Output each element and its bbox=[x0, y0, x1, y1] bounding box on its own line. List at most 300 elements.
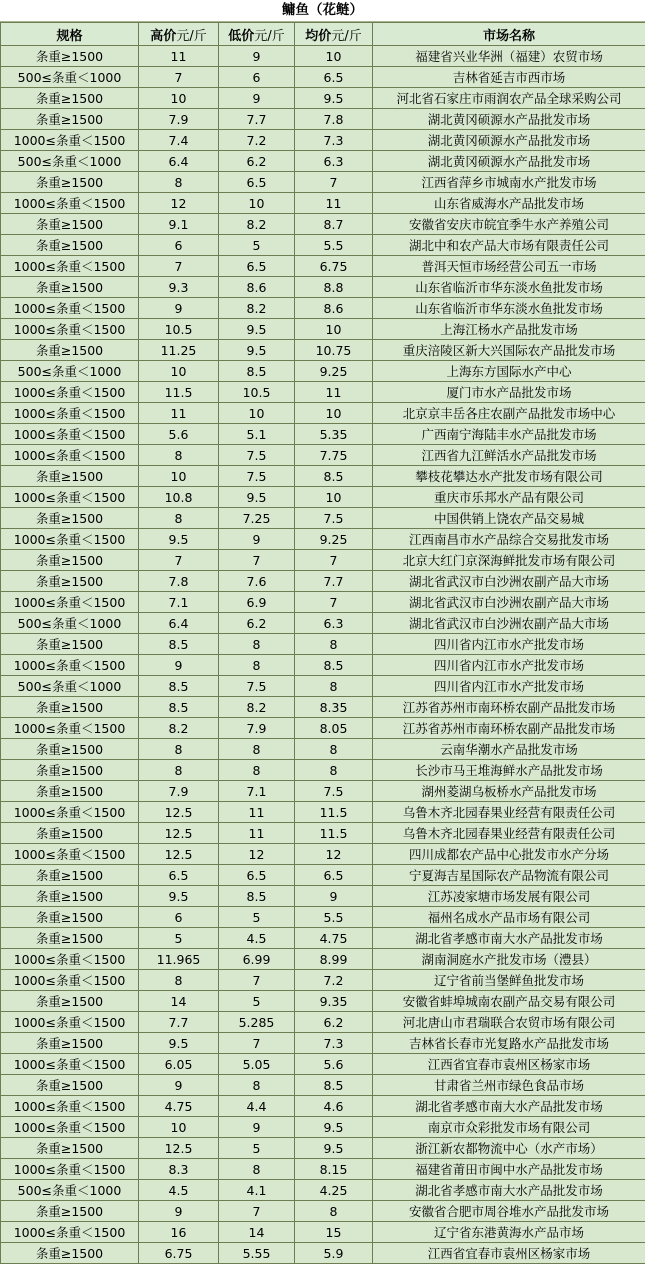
cell-low-price: 4.5 bbox=[219, 928, 295, 949]
cell-market-name: 安徽省合肥市周谷堆水产品批发市场 bbox=[373, 1201, 645, 1222]
table-row bbox=[1, 991, 645, 1012]
cell-spec: 条重≥1500 bbox=[1, 340, 139, 361]
cell-high-price: 6.4 bbox=[139, 151, 219, 172]
cell-market-name: 重庆市乐邦水产品有限公司 bbox=[373, 487, 645, 508]
cell-avg-price: 11.5 bbox=[295, 802, 373, 823]
table-row bbox=[1, 613, 645, 634]
cell-low-price: 8 bbox=[219, 1159, 295, 1180]
cell-avg-price: 6.75 bbox=[295, 256, 373, 277]
cell-avg-price: 11 bbox=[295, 382, 373, 403]
cell-low-price: 6.5 bbox=[219, 172, 295, 193]
cell-market-name: 安徽省安庆市皖宜季牛水产养殖公司 bbox=[373, 214, 645, 235]
cell-high-price: 8.5 bbox=[139, 634, 219, 655]
cell-low-price: 9 bbox=[219, 46, 295, 67]
cell-market-name: 湖州菱湖乌板桥水产品批发市场 bbox=[373, 781, 645, 802]
table-row bbox=[1, 466, 645, 487]
table-row bbox=[1, 130, 645, 151]
table-row bbox=[1, 865, 645, 886]
cell-low-price: 8 bbox=[219, 1075, 295, 1096]
cell-high-price: 6 bbox=[139, 235, 219, 256]
cell-avg-price: 8.5 bbox=[295, 1075, 373, 1096]
header-avg-label: 均价 bbox=[305, 29, 331, 44]
cell-spec: 条重≥1500 bbox=[1, 172, 139, 193]
cell-high-price: 10 bbox=[139, 361, 219, 382]
cell-spec: 500≤条重＜1000 bbox=[1, 676, 139, 697]
cell-high-price: 7 bbox=[139, 256, 219, 277]
header-low-unit: 元/斤 bbox=[254, 29, 284, 44]
cell-market-name: 湖南洞庭水产批发市场（澧县） bbox=[373, 949, 645, 970]
cell-spec: 1000≤条重＜1500 bbox=[1, 802, 139, 823]
cell-high-price: 9 bbox=[139, 298, 219, 319]
cell-avg-price: 8.5 bbox=[295, 466, 373, 487]
cell-spec: 1000≤条重＜1500 bbox=[1, 592, 139, 613]
cell-high-price: 11 bbox=[139, 46, 219, 67]
cell-avg-price: 8 bbox=[295, 634, 373, 655]
cell-market-name: 山东省临沂市华东淡水鱼批发市场 bbox=[373, 298, 645, 319]
cell-market-name: 重庆涪陵区新大兴国际农产品批发市场 bbox=[373, 340, 645, 361]
cell-market-name: 湖北黄冈硕源水产品批发市场 bbox=[373, 109, 645, 130]
cell-spec: 1000≤条重＜1500 bbox=[1, 1054, 139, 1075]
cell-high-price: 11.965 bbox=[139, 949, 219, 970]
cell-spec: 条重≥1500 bbox=[1, 46, 139, 67]
cell-spec: 条重≥1500 bbox=[1, 907, 139, 928]
cell-low-price: 10 bbox=[219, 403, 295, 424]
cell-spec: 500≤条重＜1000 bbox=[1, 67, 139, 88]
cell-avg-price: 8 bbox=[295, 739, 373, 760]
cell-market-name: 吉林省长春市光复路水产品批发市场 bbox=[373, 1033, 645, 1054]
cell-low-price: 8.2 bbox=[219, 697, 295, 718]
cell-low-price: 6.99 bbox=[219, 949, 295, 970]
cell-spec: 条重≥1500 bbox=[1, 823, 139, 844]
cell-low-price: 9.5 bbox=[219, 487, 295, 508]
cell-high-price: 11.5 bbox=[139, 382, 219, 403]
cell-avg-price: 8 bbox=[295, 676, 373, 697]
table-row bbox=[1, 781, 645, 802]
table-row bbox=[1, 1180, 645, 1201]
cell-spec: 条重≥1500 bbox=[1, 697, 139, 718]
cell-avg-price: 9.5 bbox=[295, 1117, 373, 1138]
table-row bbox=[1, 718, 645, 739]
cell-market-name: 福建省莆田市闽中水产品批发市场 bbox=[373, 1159, 645, 1180]
cell-market-name: 中国供销上饶农产品交易城 bbox=[373, 508, 645, 529]
cell-market-name: 南京市众彩批发市场有限公司 bbox=[373, 1117, 645, 1138]
cell-low-price: 8.5 bbox=[219, 886, 295, 907]
table-row bbox=[1, 970, 645, 991]
cell-high-price: 8 bbox=[139, 445, 219, 466]
cell-spec: 1000≤条重＜1500 bbox=[1, 970, 139, 991]
cell-high-price: 8.5 bbox=[139, 697, 219, 718]
cell-high-price: 7 bbox=[139, 67, 219, 88]
cell-low-price: 5.05 bbox=[219, 1054, 295, 1075]
cell-high-price: 9.1 bbox=[139, 214, 219, 235]
table-row bbox=[1, 886, 645, 907]
cell-high-price: 10 bbox=[139, 1117, 219, 1138]
cell-high-price: 6.5 bbox=[139, 865, 219, 886]
cell-spec: 条重≥1500 bbox=[1, 571, 139, 592]
cell-low-price: 6.5 bbox=[219, 256, 295, 277]
cell-high-price: 12.5 bbox=[139, 1138, 219, 1159]
cell-market-name: 江西南昌市水产品综合交易批发市场 bbox=[373, 529, 645, 550]
cell-market-name: 上海江杨水产品批发市场 bbox=[373, 319, 645, 340]
cell-high-price: 7.9 bbox=[139, 781, 219, 802]
table-row bbox=[1, 1222, 645, 1243]
cell-low-price: 8.5 bbox=[219, 361, 295, 382]
table-row bbox=[1, 634, 645, 655]
cell-avg-price: 7 bbox=[295, 172, 373, 193]
cell-high-price: 9.5 bbox=[139, 886, 219, 907]
cell-market-name: 福州名成水产品市场有限公司 bbox=[373, 907, 645, 928]
cell-spec: 条重≥1500 bbox=[1, 760, 139, 781]
cell-avg-price: 4.6 bbox=[295, 1096, 373, 1117]
cell-avg-price: 8.05 bbox=[295, 718, 373, 739]
cell-avg-price: 10 bbox=[295, 403, 373, 424]
cell-low-price: 8 bbox=[219, 634, 295, 655]
cell-low-price: 5 bbox=[219, 991, 295, 1012]
cell-spec: 1000≤条重＜1500 bbox=[1, 256, 139, 277]
cell-avg-price: 7.75 bbox=[295, 445, 373, 466]
cell-market-name: 河北省石家庄市雨润农产品全球采购公司 bbox=[373, 88, 645, 109]
cell-avg-price: 7.7 bbox=[295, 571, 373, 592]
table-row bbox=[1, 151, 645, 172]
cell-market-name: 江西省萍乡市城南水产批发市场 bbox=[373, 172, 645, 193]
cell-avg-price: 4.75 bbox=[295, 928, 373, 949]
cell-high-price: 9.5 bbox=[139, 1033, 219, 1054]
table-row bbox=[1, 361, 645, 382]
cell-high-price: 10 bbox=[139, 466, 219, 487]
cell-market-name: 湖北省武汉市白沙洲农副产品大市场 bbox=[373, 613, 645, 634]
cell-market-name: 安徽省蚌埠城南农副产品交易有限公司 bbox=[373, 991, 645, 1012]
table-row bbox=[1, 109, 645, 130]
cell-spec: 1000≤条重＜1500 bbox=[1, 844, 139, 865]
cell-avg-price: 7 bbox=[295, 592, 373, 613]
cell-avg-price: 7.2 bbox=[295, 970, 373, 991]
table-row bbox=[1, 235, 645, 256]
cell-high-price: 7.1 bbox=[139, 592, 219, 613]
header-avg-price bbox=[295, 23, 373, 46]
cell-low-price: 5.1 bbox=[219, 424, 295, 445]
cell-spec: 条重≥1500 bbox=[1, 550, 139, 571]
cell-low-price: 5 bbox=[219, 907, 295, 928]
cell-low-price: 11 bbox=[219, 823, 295, 844]
cell-high-price: 12.5 bbox=[139, 802, 219, 823]
cell-low-price: 6 bbox=[219, 67, 295, 88]
table-row bbox=[1, 298, 645, 319]
cell-spec: 500≤条重＜1000 bbox=[1, 1180, 139, 1201]
cell-low-price: 8.2 bbox=[219, 298, 295, 319]
cell-avg-price: 5.35 bbox=[295, 424, 373, 445]
cell-low-price: 9 bbox=[219, 529, 295, 550]
cell-avg-price: 10 bbox=[295, 46, 373, 67]
cell-high-price: 12.5 bbox=[139, 823, 219, 844]
cell-spec: 条重≥1500 bbox=[1, 1243, 139, 1264]
cell-market-name: 江西省宜春市袁州区杨家市场 bbox=[373, 1243, 645, 1264]
cell-spec: 1000≤条重＜1500 bbox=[1, 319, 139, 340]
cell-high-price: 10 bbox=[139, 88, 219, 109]
cell-spec: 1000≤条重＜1500 bbox=[1, 1012, 139, 1033]
cell-avg-price: 8.35 bbox=[295, 697, 373, 718]
cell-market-name: 山东省临沂市华东淡水鱼批发市场 bbox=[373, 277, 645, 298]
cell-market-name: 乌鲁木齐北园春果业经营有限责任公司 bbox=[373, 823, 645, 844]
cell-spec: 1000≤条重＜1500 bbox=[1, 298, 139, 319]
cell-market-name: 普洱天恒市场经营公司五一市场 bbox=[373, 256, 645, 277]
table-row bbox=[1, 529, 645, 550]
cell-market-name: 湖北省武汉市白沙洲农副产品大市场 bbox=[373, 571, 645, 592]
cell-spec: 条重≥1500 bbox=[1, 1201, 139, 1222]
cell-avg-price: 10.75 bbox=[295, 340, 373, 361]
cell-market-name: 四川成都农产品中心批发市水产分场 bbox=[373, 844, 645, 865]
cell-low-price: 11 bbox=[219, 802, 295, 823]
cell-high-price: 12.5 bbox=[139, 844, 219, 865]
table-row bbox=[1, 1159, 645, 1180]
table-row bbox=[1, 823, 645, 844]
cell-high-price: 7.4 bbox=[139, 130, 219, 151]
cell-low-price: 6.2 bbox=[219, 151, 295, 172]
cell-avg-price: 11.5 bbox=[295, 823, 373, 844]
table-row bbox=[1, 424, 645, 445]
sheet-title: 鳙鱼（花鲢） bbox=[0, 0, 645, 22]
cell-low-price: 8.2 bbox=[219, 214, 295, 235]
cell-spec: 1000≤条重＜1500 bbox=[1, 1117, 139, 1138]
cell-avg-price: 7 bbox=[295, 550, 373, 571]
cell-market-name: 山东省威海水产品批发市场 bbox=[373, 193, 645, 214]
cell-low-price: 6.5 bbox=[219, 865, 295, 886]
table-row bbox=[1, 907, 645, 928]
cell-market-name: 辽宁省前当堡鲜鱼批发市场 bbox=[373, 970, 645, 991]
cell-avg-price: 6.5 bbox=[295, 865, 373, 886]
cell-low-price: 7.6 bbox=[219, 571, 295, 592]
table-row bbox=[1, 1138, 645, 1159]
cell-market-name: 四川省内江市水产批发市场 bbox=[373, 634, 645, 655]
cell-high-price: 5 bbox=[139, 928, 219, 949]
cell-spec: 条重≥1500 bbox=[1, 1138, 139, 1159]
table-row bbox=[1, 760, 645, 781]
cell-high-price: 8 bbox=[139, 970, 219, 991]
cell-avg-price: 10 bbox=[295, 487, 373, 508]
table-row bbox=[1, 46, 645, 67]
cell-spec: 1000≤条重＜1500 bbox=[1, 403, 139, 424]
cell-avg-price: 6.3 bbox=[295, 613, 373, 634]
cell-market-name: 长沙市马王堆海鲜水产品批发市场 bbox=[373, 760, 645, 781]
cell-low-price: 7 bbox=[219, 550, 295, 571]
cell-low-price: 7 bbox=[219, 1033, 295, 1054]
cell-spec: 1000≤条重＜1500 bbox=[1, 1222, 139, 1243]
cell-high-price: 8 bbox=[139, 739, 219, 760]
cell-market-name: 湖北省孝感市南大水产品批发市场 bbox=[373, 928, 645, 949]
cell-avg-price: 6.3 bbox=[295, 151, 373, 172]
cell-market-name: 江苏省苏州市南环桥农副产品批发市场 bbox=[373, 697, 645, 718]
table-row bbox=[1, 193, 645, 214]
cell-spec: 条重≥1500 bbox=[1, 781, 139, 802]
cell-market-name: 四川省内江市水产批发市场 bbox=[373, 655, 645, 676]
cell-avg-price: 6.2 bbox=[295, 1012, 373, 1033]
cell-spec: 1000≤条重＜1500 bbox=[1, 1159, 139, 1180]
cell-avg-price: 5.9 bbox=[295, 1243, 373, 1264]
cell-low-price: 6.2 bbox=[219, 613, 295, 634]
cell-low-price: 6.9 bbox=[219, 592, 295, 613]
cell-high-price: 9 bbox=[139, 655, 219, 676]
table-row bbox=[1, 382, 645, 403]
cell-low-price: 10.5 bbox=[219, 382, 295, 403]
cell-low-price: 7.25 bbox=[219, 508, 295, 529]
cell-spec: 1000≤条重＜1500 bbox=[1, 424, 139, 445]
cell-avg-price: 15 bbox=[295, 1222, 373, 1243]
price-table bbox=[0, 22, 645, 1264]
cell-high-price: 11.25 bbox=[139, 340, 219, 361]
cell-high-price: 10.5 bbox=[139, 319, 219, 340]
cell-low-price: 8.6 bbox=[219, 277, 295, 298]
table-row bbox=[1, 571, 645, 592]
cell-low-price: 7.5 bbox=[219, 676, 295, 697]
cell-spec: 1000≤条重＜1500 bbox=[1, 382, 139, 403]
cell-high-price: 14 bbox=[139, 991, 219, 1012]
cell-market-name: 四川省内江市水产批发市场 bbox=[373, 676, 645, 697]
table-row bbox=[1, 88, 645, 109]
table-row bbox=[1, 403, 645, 424]
cell-spec: 1000≤条重＜1500 bbox=[1, 445, 139, 466]
cell-high-price: 8 bbox=[139, 172, 219, 193]
cell-high-price: 8 bbox=[139, 760, 219, 781]
cell-high-price: 9 bbox=[139, 1075, 219, 1096]
cell-high-price: 6.4 bbox=[139, 613, 219, 634]
cell-high-price: 11 bbox=[139, 403, 219, 424]
header-high-label: 高价 bbox=[150, 29, 176, 44]
cell-avg-price: 7.5 bbox=[295, 508, 373, 529]
cell-market-name: 上海东方国际水产中心 bbox=[373, 361, 645, 382]
cell-market-name: 江苏凌家塘市场发展有限公司 bbox=[373, 886, 645, 907]
cell-market-name: 湖北黄冈硕源水产品批发市场 bbox=[373, 151, 645, 172]
cell-spec: 500≤条重＜1000 bbox=[1, 151, 139, 172]
cell-avg-price: 5.5 bbox=[295, 235, 373, 256]
cell-avg-price: 10 bbox=[295, 319, 373, 340]
cell-spec: 1000≤条重＜1500 bbox=[1, 1096, 139, 1117]
cell-market-name: 吉林省延吉市西市场 bbox=[373, 67, 645, 88]
cell-low-price: 7.5 bbox=[219, 445, 295, 466]
cell-low-price: 7.5 bbox=[219, 466, 295, 487]
cell-market-name: 湖北黄冈硕源水产品批发市场 bbox=[373, 130, 645, 151]
table-row bbox=[1, 550, 645, 571]
cell-avg-price: 9.5 bbox=[295, 88, 373, 109]
cell-high-price: 6.75 bbox=[139, 1243, 219, 1264]
cell-high-price: 5.6 bbox=[139, 424, 219, 445]
table-row bbox=[1, 1054, 645, 1075]
cell-low-price: 7 bbox=[219, 970, 295, 991]
header-high-unit: 元/斤 bbox=[176, 29, 206, 44]
cell-avg-price: 9.25 bbox=[295, 529, 373, 550]
cell-high-price: 9.3 bbox=[139, 277, 219, 298]
cell-spec: 条重≥1500 bbox=[1, 865, 139, 886]
table-row bbox=[1, 445, 645, 466]
cell-market-name: 乌鲁木齐北园春果业经营有限责任公司 bbox=[373, 802, 645, 823]
cell-avg-price: 7.3 bbox=[295, 1033, 373, 1054]
cell-market-name: 甘肃省兰州市绿色食品市场 bbox=[373, 1075, 645, 1096]
table-row bbox=[1, 739, 645, 760]
cell-avg-price: 9 bbox=[295, 886, 373, 907]
cell-avg-price: 9.35 bbox=[295, 991, 373, 1012]
cell-high-price: 8.2 bbox=[139, 718, 219, 739]
cell-avg-price: 8 bbox=[295, 760, 373, 781]
cell-low-price: 8 bbox=[219, 655, 295, 676]
cell-market-name: 北京大红门京深海鲜批发市场有限公司 bbox=[373, 550, 645, 571]
cell-spec: 条重≥1500 bbox=[1, 1033, 139, 1054]
cell-avg-price: 6.5 bbox=[295, 67, 373, 88]
table-row bbox=[1, 592, 645, 613]
cell-low-price: 10 bbox=[219, 193, 295, 214]
cell-avg-price: 4.25 bbox=[295, 1180, 373, 1201]
cell-spec: 条重≥1500 bbox=[1, 634, 139, 655]
cell-market-name: 云南华潮水产品批发市场 bbox=[373, 739, 645, 760]
cell-spec: 条重≥1500 bbox=[1, 109, 139, 130]
cell-low-price: 9 bbox=[219, 1117, 295, 1138]
cell-avg-price: 8.5 bbox=[295, 655, 373, 676]
cell-spec: 1000≤条重＜1500 bbox=[1, 655, 139, 676]
table-row bbox=[1, 928, 645, 949]
table-row bbox=[1, 697, 645, 718]
cell-market-name: 福建省兴业华洲（福建）农贸市场 bbox=[373, 46, 645, 67]
table-row bbox=[1, 949, 645, 970]
cell-high-price: 8.3 bbox=[139, 1159, 219, 1180]
cell-market-name: 宁夏海吉星国际农产品物流有限公司 bbox=[373, 865, 645, 886]
cell-high-price: 8.5 bbox=[139, 676, 219, 697]
cell-spec: 1000≤条重＜1500 bbox=[1, 487, 139, 508]
table-row bbox=[1, 1075, 645, 1096]
cell-high-price: 10.8 bbox=[139, 487, 219, 508]
table-row bbox=[1, 1012, 645, 1033]
table-row bbox=[1, 802, 645, 823]
cell-spec: 条重≥1500 bbox=[1, 886, 139, 907]
header-high-price bbox=[139, 23, 219, 46]
table-row bbox=[1, 256, 645, 277]
cell-low-price: 4.1 bbox=[219, 1180, 295, 1201]
cell-spec: 条重≥1500 bbox=[1, 928, 139, 949]
cell-spec: 500≤条重＜1000 bbox=[1, 613, 139, 634]
cell-avg-price: 8.15 bbox=[295, 1159, 373, 1180]
cell-market-name: 江西省宜春市袁州区杨家市场 bbox=[373, 1054, 645, 1075]
cell-avg-price: 7.5 bbox=[295, 781, 373, 802]
table-row bbox=[1, 340, 645, 361]
header-row bbox=[1, 23, 645, 46]
table-row bbox=[1, 277, 645, 298]
cell-avg-price: 7.3 bbox=[295, 130, 373, 151]
cell-market-name: 攀枝花攀达水产批发市场有限公司 bbox=[373, 466, 645, 487]
table-row bbox=[1, 1201, 645, 1222]
cell-avg-price: 9.5 bbox=[295, 1138, 373, 1159]
table-row bbox=[1, 487, 645, 508]
cell-spec: 1000≤条重＜1500 bbox=[1, 130, 139, 151]
cell-market-name: 河北唐山市君瑞联合农贸市场有限公司 bbox=[373, 1012, 645, 1033]
table-row bbox=[1, 655, 645, 676]
cell-low-price: 7.9 bbox=[219, 718, 295, 739]
cell-high-price: 4.5 bbox=[139, 1180, 219, 1201]
cell-avg-price: 8.7 bbox=[295, 214, 373, 235]
cell-spec: 条重≥1500 bbox=[1, 466, 139, 487]
table-row bbox=[1, 1096, 645, 1117]
cell-spec: 条重≥1500 bbox=[1, 991, 139, 1012]
cell-market-name: 湖北省孝感市南大水产品批发市场 bbox=[373, 1180, 645, 1201]
cell-high-price: 16 bbox=[139, 1222, 219, 1243]
cell-high-price: 4.75 bbox=[139, 1096, 219, 1117]
cell-market-name: 湖北省孝感市南大水产品批发市场 bbox=[373, 1096, 645, 1117]
cell-spec: 1000≤条重＜1500 bbox=[1, 193, 139, 214]
cell-low-price: 7.1 bbox=[219, 781, 295, 802]
table-row bbox=[1, 172, 645, 193]
cell-spec: 条重≥1500 bbox=[1, 88, 139, 109]
cell-spec: 条重≥1500 bbox=[1, 1075, 139, 1096]
table-row bbox=[1, 676, 645, 697]
cell-spec: 500≤条重＜1000 bbox=[1, 361, 139, 382]
cell-avg-price: 9.25 bbox=[295, 361, 373, 382]
cell-market-name: 辽宁省东港黄海水产品市场 bbox=[373, 1222, 645, 1243]
cell-low-price: 7.7 bbox=[219, 109, 295, 130]
